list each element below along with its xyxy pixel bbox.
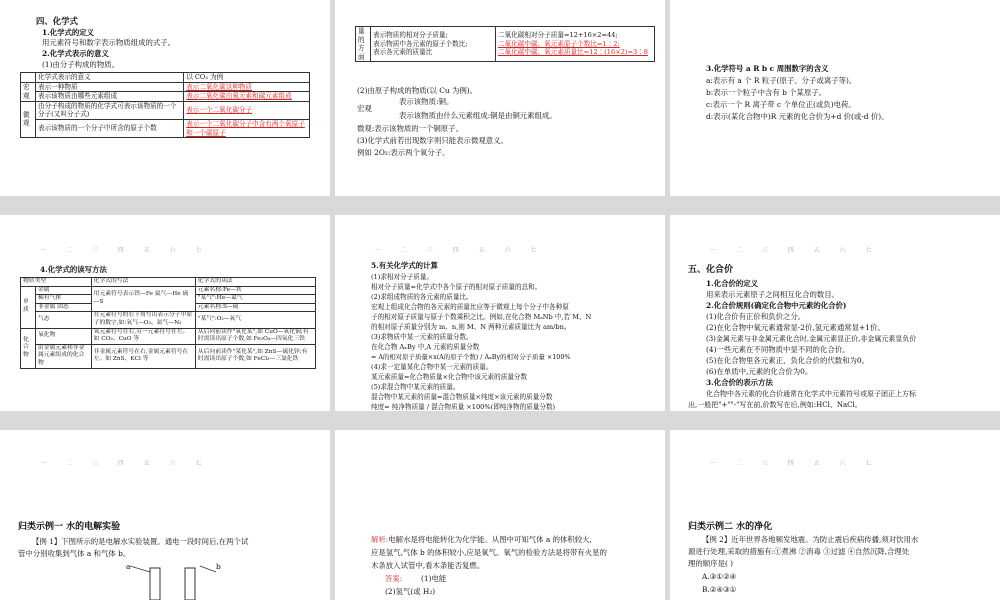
heading: 3.化学符号 a R b c 周围数字的含义 <box>706 64 829 73</box>
line: 出,一般把"+""-"写在前,价数写在后,例如:HCl、NaCl。 <box>688 401 862 409</box>
heading: 2.化合价规则(确定化合物中元素的化合价) <box>706 301 847 310</box>
cell: 在元素符号的右下角写出表示分子中原子的数字,如:氧气—O₂、氮气—N₂ <box>91 312 195 328</box>
line: (4)求一定量某化合物中某一元素的质量。 <box>371 363 493 371</box>
macro-cell: 宏观 <box>21 82 36 101</box>
heading: 5.有关化学式的计算 <box>371 261 438 270</box>
label-b: b <box>216 562 221 571</box>
cell: 元素名称:S—硫 <box>195 303 315 312</box>
tab-nav[interactable]: 一 二 三 四 五 六 七 <box>40 460 211 467</box>
answer-tag: 答案: <box>385 574 403 583</box>
tab-nav[interactable]: 一 二 三 四 五 六 七 <box>710 460 881 467</box>
line: 混合物中某元素的质量=混合物质量×纯度×该元素的质量分数 <box>371 393 553 401</box>
line: c:表示一个 R 离子带 c 个单位正(或负)电荷。 <box>706 100 856 109</box>
cell: 金属 <box>36 286 92 295</box>
line: (2)求组成物质的各元素的质量比。 <box>371 293 473 301</box>
th: 化学式的读法 <box>195 278 315 287</box>
heading: 4.化学式的读写方法 <box>40 265 107 274</box>
line: (2)在化合物中氧元素通常显-2价,氢元素通常显+1价。 <box>706 323 885 332</box>
cell: 非金属 <box>38 303 56 310</box>
def-text: 用元素符号和数字表示物质组成的式子。 <box>42 38 176 47</box>
option-b[interactable]: B.②④③① <box>702 585 737 594</box>
meaning-table <box>20 72 310 138</box>
slide-3[interactable] <box>670 0 1000 196</box>
electrolysis-apparatus <box>130 562 220 600</box>
line: 理的顺序是( ) <box>688 559 734 568</box>
line: (3)求物质中某一元素的质量分数。 <box>371 333 473 341</box>
cell: 氧化物 <box>36 328 92 344</box>
cell-line: 二氧化碳中碳、氧元素原子个数比=1∶2; <box>498 39 620 48</box>
def-heading: 1.化学式的定义 <box>42 28 95 37</box>
answer-2: (2)氢气(或 H₂) <box>385 587 436 596</box>
slide-9[interactable] <box>670 430 1000 600</box>
line: 化合物中各元素的化合价通常在化学式中元素符号或原子团正上方标 <box>706 390 916 398</box>
line: (3)金属元素与非金属元素化合时,金属元素显正价,非金属元素显负价 <box>706 335 917 343</box>
line: (1)化合价有正价和负价之分。 <box>706 312 806 321</box>
tab-nav[interactable]: 一 二 三 四 五 六 七 <box>375 247 546 254</box>
answer-1: (1)电能 <box>421 574 447 583</box>
line: (5)在化合物里各元素正、负化合价的代数和为0。 <box>706 356 869 365</box>
section-title: 五、化合价 <box>688 265 734 275</box>
line: 宏观上组成化合物的各元素的质量比应等于微观上每个分子中各种原 <box>371 303 569 311</box>
line: (2)由原子构成的物质(以 Cu 为例)。 <box>357 86 478 95</box>
line: 子的相对原子质量与原子个数乘积之比。例如,在化合物 MₐNb 中,若 M、N <box>371 313 592 321</box>
line: d:表示(某化合物中)R 元素的化合价为+d 价(或-d 价)。 <box>706 112 889 121</box>
slide-8[interactable] <box>335 430 665 600</box>
heading: 1.化合价的定义 <box>706 279 759 288</box>
cell: 非金属元素符号在右,金属元素符号在左。如 ZnS、KCl 等 <box>91 344 195 368</box>
cell: 单质 <box>21 286 36 328</box>
cell: 由分子构成的物质的化学式可表示该物质的一个分子(又叫分子式) <box>36 101 184 119</box>
cell: 用元素符号表示铁—Fe 氦气—He 硫—S <box>91 286 195 312</box>
meaning-heading: 2.化学式表示的意义 <box>42 49 109 58</box>
line: 的相对原子质量分别为 m、n,则 M、N 两种元素质量比为 am/bn。 <box>371 323 571 331</box>
cell-line: 二氧化碳中碳、氧元素质量比=12∶(16×2)=3∶8 <box>498 48 648 57</box>
line: 表示该物质:铜。 <box>399 97 454 106</box>
line: 用来表示元素原子之间相互化合的数目。 <box>706 290 840 299</box>
tab-nav[interactable]: 一 二 三 四 五 六 七 <box>40 247 211 254</box>
cell: 固态 <box>57 303 69 310</box>
cell: 由金属元素和非金属元素组成的化合物 <box>36 344 92 368</box>
cell: 表示该物质由哪些元素组成 <box>36 92 184 102</box>
line: 宏观 <box>357 104 372 113</box>
heading: 归类示例二 水的净化 <box>688 522 773 532</box>
slide-7[interactable] <box>0 430 330 600</box>
th: 化学式表示的意义 <box>36 73 184 83</box>
line: 源进行处理,采取的措施有:①煮沸 ②消毒 ③过滤 ④自然沉降,合理处 <box>688 547 910 556</box>
line: 纯度= 纯净物质量 / 混合物质量 ×100%(即纯净物的质量分数) <box>371 403 556 411</box>
cell: 元素名称:Fe—铁 <box>195 286 315 295</box>
th: 以 CO₂ 为例 <box>184 73 310 83</box>
cell: 化合物 <box>21 328 36 368</box>
line: 电解水是将电能转化为化学能。从图中可知气体 a 的体积较大, <box>388 535 592 544</box>
cell: 从后向前读作"某化某",如 ZnS—硫化锌;有时需读出原子个数,如 FeCl₃—三氯化铁 <box>195 344 315 368</box>
naming-table <box>20 277 316 369</box>
line: 在化合物 AₓBy 中,A 元素的质量分数 <box>371 343 480 351</box>
cell: 从后向前读作"氧化某",如 CuO—氧化铜;有时需读出原子个数,如 Fe₃O₄—四氧化三铁 <box>195 328 315 344</box>
cell: 量的方面 <box>356 27 371 62</box>
cell-line: 表示各元素的质量比 <box>373 48 433 57</box>
example-text: 管中分别收集到气体 a 和气体 b。 <box>18 549 131 558</box>
line: 应是氢气,气体 b 的体积较小,应是氧气。氧气的检验方法是将带有火星的 <box>371 548 607 557</box>
slide-6[interactable] <box>670 215 1000 411</box>
cell: 表示二氧化碳由氧元素和碳元素组成 <box>184 92 310 102</box>
line: 例如 2O₂:表示两个氧分子。 <box>357 148 450 157</box>
heading: 3.化合价的表示方法 <box>706 378 773 387</box>
th: 化学式的写法 <box>91 278 195 287</box>
micro-cell: 微观 <box>21 101 36 137</box>
cell: 表示一个二氧化碳分子中含有两个氧原子和一个碳原子 <box>184 119 310 137</box>
line: 微观:表示该物质的一个铜原子。 <box>357 124 463 133</box>
line: (6)在单质中,元素的化合价为0。 <box>706 367 813 376</box>
line: (5)求混合物中某元素的质量。 <box>371 383 460 391</box>
line: b:表示一个粒子中含有 b 个某原子。 <box>706 88 827 97</box>
line: 表示该物质由什么元素组成:铜是由铜元素组成。 <box>399 111 557 120</box>
line: (1)求相对分子质量。 <box>371 273 434 281</box>
cell: 气态 <box>36 312 92 328</box>
line: 【例 2】近年世界各地频发地震。为防止震后疾病传播,须对饮用水 <box>702 535 919 544</box>
cell: 表示二氧化碳这种物质 <box>184 82 310 92</box>
cell: "某气":O₂—氧气 <box>195 312 315 328</box>
slide-2[interactable] <box>335 0 665 196</box>
th: 物质类型 <box>21 278 92 287</box>
line: (4)一些元素在不同物质中显不同的化合价。 <box>706 345 850 354</box>
example-text: 【例 1】下图所示的是电解水实验装置。通电一段时间后,在两个试 <box>32 537 249 546</box>
option-a[interactable]: A.③①②④ <box>702 572 737 581</box>
line: 相对分子质量=化学式中各个原子的相对原子质量的总和。 <box>371 283 542 291</box>
analysis-tag: 解析: <box>371 535 389 544</box>
heading: 归类示例一 水的电解实验 <box>18 522 121 532</box>
cell: 表示该物质的一个分子中所含的原子个数 <box>36 119 184 137</box>
label-a: a <box>126 562 131 571</box>
line: = A的相对原子质量×x(A的原子个数) / AₓBy的相对分子质量 ×100% <box>371 353 571 361</box>
section-title: 四、化学式 <box>36 16 78 26</box>
quantity-table <box>355 26 655 62</box>
cell-line: 表示物质中各元素的原子个数比; <box>373 39 468 48</box>
cell: "某气":He—氦气 <box>195 295 315 304</box>
line: 某元素质量=化合物质量×化合物中该元素的质量分数 <box>371 373 528 381</box>
meaning-sub: (1)由分子构成的物质。 <box>42 60 119 69</box>
cell: 表示一个二氧化碳分子 <box>184 101 310 119</box>
line: 木条放入试管中,看木条能否复燃。 <box>371 561 485 570</box>
cell: 氧元素符号在右,另一元素符号在左。如 CO₂、CuO 等 <box>91 328 195 344</box>
cell-line: 表示物质的相对分子质量; <box>373 31 448 40</box>
cell: 稀有气体 <box>36 295 92 304</box>
tab-nav[interactable]: 一 二 三 四 五 六 七 <box>710 247 881 254</box>
line: a:表示有 a 个 R 粒子(原子、分子或离子等)。 <box>706 76 857 85</box>
slide-1[interactable] <box>0 0 330 196</box>
line: (3)化学式前若出现数字则只能表示微观意义。 <box>357 136 508 145</box>
cell-line: 二氧化碳相对分子质量=12+16×2=44; <box>498 31 618 40</box>
slide-4[interactable] <box>0 215 330 411</box>
slide-5[interactable] <box>335 215 665 411</box>
cell: 表示一种物质 <box>36 82 184 92</box>
